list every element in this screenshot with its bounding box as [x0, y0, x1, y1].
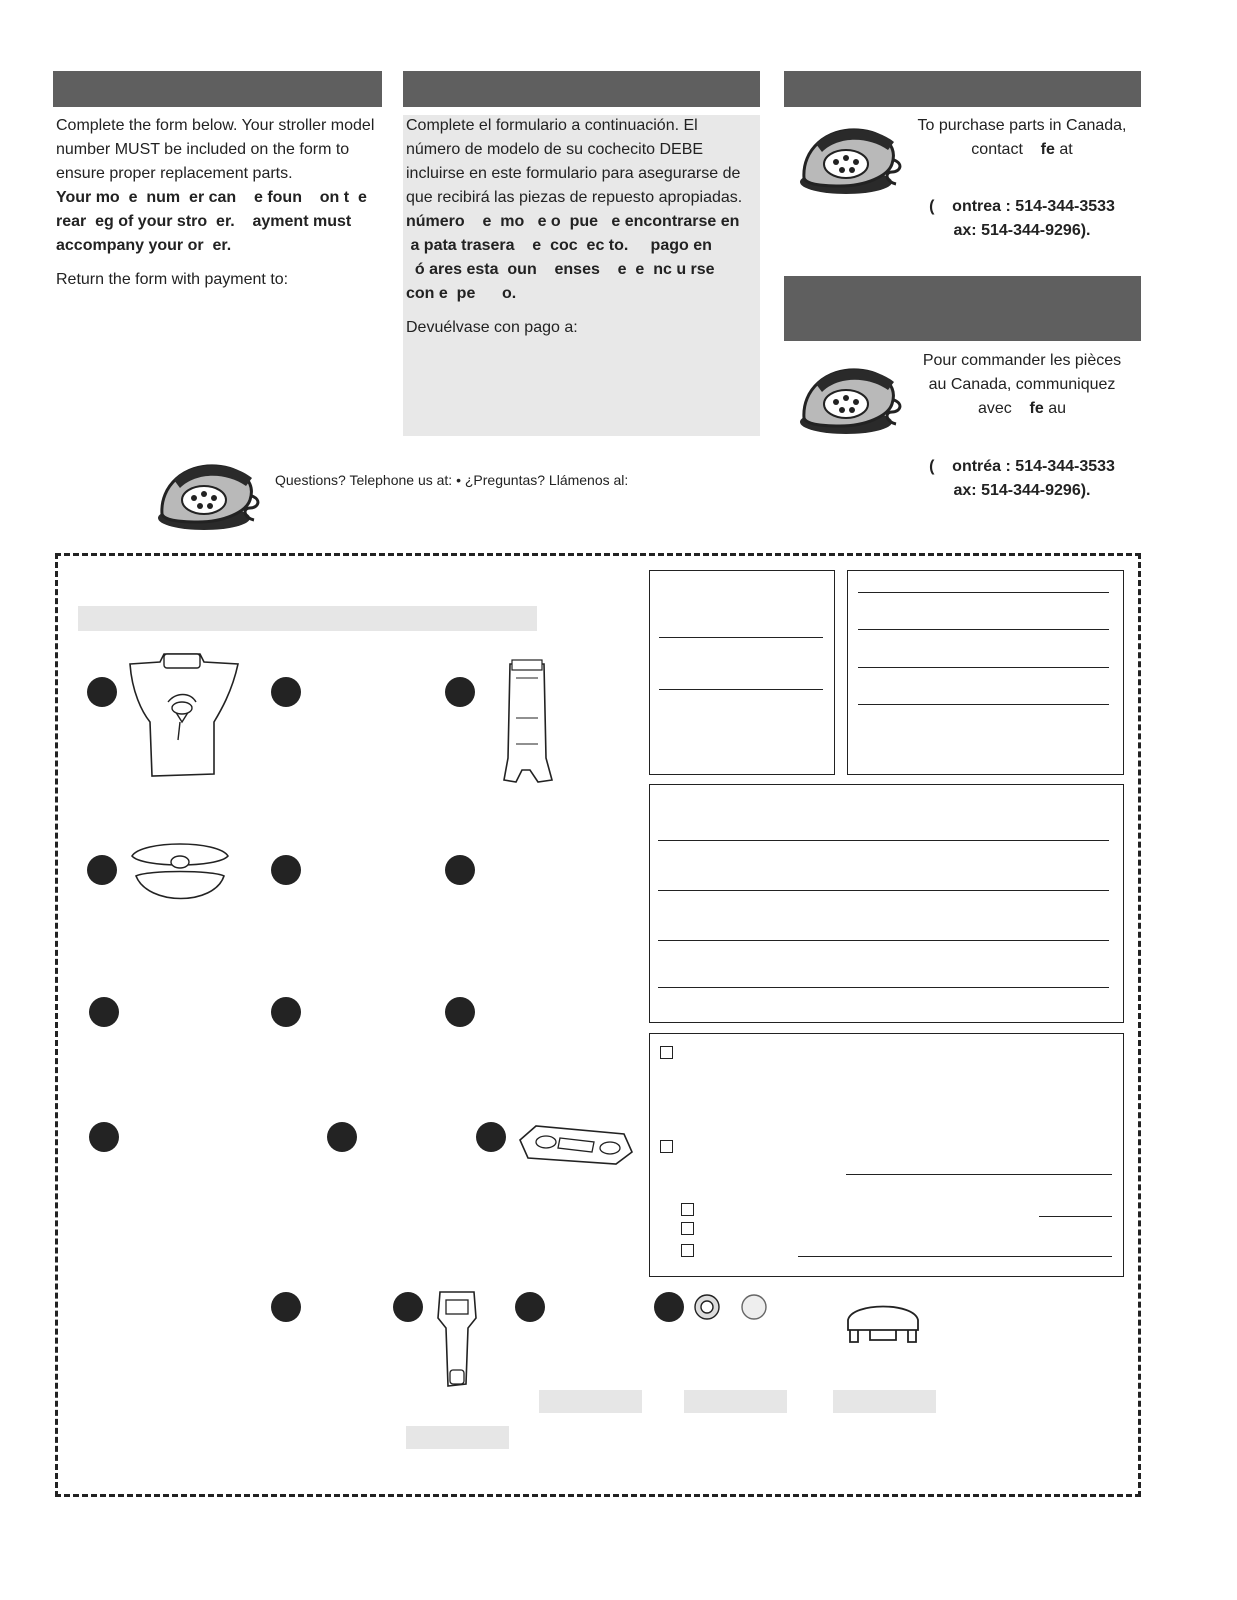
address-line-1[interactable] — [858, 592, 1109, 593]
tray-drawing — [128, 834, 232, 914]
card-expiry-line[interactable] — [1039, 1216, 1112, 1217]
part-label-bar — [684, 1390, 787, 1413]
spanish-instructions — [406, 114, 756, 340]
canada-french-au: au — [1048, 400, 1067, 417]
parts-order-line-1[interactable] — [658, 840, 1109, 841]
part-bullet — [271, 855, 301, 885]
english-header-bar — [53, 71, 382, 107]
card-number-line[interactable] — [798, 1256, 1112, 1257]
canada-english-header-bar — [784, 71, 1141, 107]
parent-tray-drawing — [514, 1116, 636, 1170]
english-return-to: Return the form with payment to: — [56, 271, 289, 288]
nut-drawing — [692, 1292, 722, 1322]
part-bullet — [393, 1292, 423, 1322]
address-box — [847, 570, 1124, 775]
canada-french-line-2: au Canada, communiquez — [928, 376, 1116, 393]
canada-english-at: at — [1059, 141, 1073, 158]
part-bullet — [445, 677, 475, 707]
canada-english-phone — [906, 195, 1138, 243]
part-bullet — [271, 1292, 301, 1322]
model-number-bar — [78, 606, 537, 631]
card-checkbox-2[interactable] — [681, 1222, 694, 1235]
english-bold-line-2: rear eg of your stro er. ayment must — [56, 213, 352, 230]
parts-order-line-4[interactable] — [658, 987, 1109, 988]
clip-drawing — [842, 1298, 924, 1346]
seat-back-drawing — [500, 658, 555, 784]
payment-checkbox-1[interactable] — [660, 1046, 673, 1059]
canada-french-line-3 — [906, 397, 1138, 421]
address-line-4[interactable] — [858, 704, 1109, 705]
customer-info-line-1[interactable] — [659, 637, 823, 638]
part-bullet — [89, 997, 119, 1027]
canada-french-header-bar — [784, 276, 1141, 341]
part-bullet — [445, 997, 475, 1027]
part-label-bar — [539, 1390, 642, 1413]
part-bullet — [515, 1292, 545, 1322]
part-bullet — [327, 1122, 357, 1152]
card-checkbox-1[interactable] — [681, 1203, 694, 1216]
parts-order-line-3[interactable] — [658, 940, 1109, 941]
canada-french-text — [906, 349, 1138, 421]
phone-icon — [796, 360, 908, 440]
canada-french-line-1: Pour commander les pièces — [922, 352, 1122, 369]
part-bullet — [445, 855, 475, 885]
questions-text: Questions? Telephone us at: • ¿Preguntas? Llámenos al: — [275, 472, 629, 488]
cap-drawing — [739, 1292, 769, 1322]
spanish-bold-line-2: a pata trasera e coc ec to. pago en — [406, 237, 712, 254]
card-checkbox-3[interactable] — [681, 1244, 694, 1257]
canada-english-line-2 — [906, 138, 1138, 162]
spanish-bold-line-4: con e pe o. — [406, 285, 517, 302]
address-line-2[interactable] — [858, 629, 1109, 630]
part-bullet — [87, 677, 117, 707]
customer-info-line-2[interactable] — [659, 689, 823, 690]
spanish-header-bar — [403, 71, 760, 107]
payment-box — [649, 1033, 1124, 1277]
part-label-bar — [406, 1426, 509, 1449]
canada-french-phone — [906, 455, 1138, 503]
canada-english-company: fe — [1040, 141, 1055, 158]
phone-icon — [796, 120, 908, 200]
spanish-intro: Complete el formulario a continuación. El número de modelo de su cochecito DEBE incluirse en este formulario para asegurarse de que recibirá las piezas de repuesto apropiadas. — [406, 117, 743, 206]
part-bullet — [271, 997, 301, 1027]
canada-french-phone-2: ax: 514-344-9296). — [953, 482, 1091, 499]
part-bullet — [89, 1122, 119, 1152]
canada-english-phone-2: ax: 514-344-9296). — [953, 222, 1091, 239]
wheel-leg-drawing — [432, 1288, 482, 1392]
part-bullet — [271, 677, 301, 707]
canada-french-company: fe — [1029, 400, 1044, 417]
parts-order-line-2[interactable] — [658, 890, 1109, 891]
part-bullet — [476, 1122, 506, 1152]
canada-english-text — [906, 114, 1138, 162]
english-intro: Complete the form below. Your stroller model number MUST be included on the form to ensure proper replacement parts. — [56, 117, 375, 182]
part-bullet — [87, 855, 117, 885]
payment-line-1[interactable] — [846, 1174, 1112, 1175]
spanish-return-to: Devuélvase con pago a: — [406, 319, 578, 336]
spanish-bold-line-1: número e mo e o pue e encontrarse en — [406, 213, 740, 230]
english-instructions — [56, 114, 381, 292]
spanish-bold-line-3: ó ares esta oun enses e e nc u rse — [406, 261, 715, 278]
phone-icon — [154, 456, 266, 536]
customer-info-box — [649, 570, 835, 775]
canada-english-phone-1: ( ontrea : 514-344-3533 — [929, 198, 1115, 215]
english-bold-line-3: accompany your or er. — [56, 237, 232, 254]
canada-french-avec: avec — [977, 400, 1012, 417]
part-bullet — [654, 1292, 684, 1322]
english-bold-line-1: Your mo e num er can e foun on t e — [56, 189, 367, 206]
seat-pad-drawing — [120, 652, 245, 782]
address-line-3[interactable] — [858, 667, 1109, 668]
canada-english-line-1: To purchase parts in Canada, — [917, 117, 1127, 134]
canada-english-contact: contact — [971, 141, 1023, 158]
payment-checkbox-2[interactable] — [660, 1140, 673, 1153]
canada-french-phone-1: ( ontréa : 514-344-3533 — [929, 458, 1115, 475]
part-label-bar — [833, 1390, 936, 1413]
